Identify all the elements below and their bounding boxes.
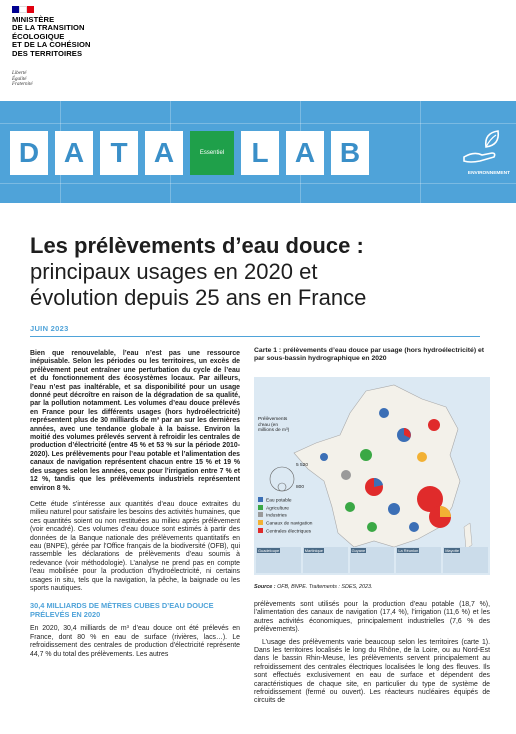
france-map [254, 377, 490, 575]
environment-label: ENVIRONNEMENT [467, 171, 510, 176]
flag-red [27, 6, 34, 13]
publication-date: JUIN 2023 [30, 324, 69, 333]
essentiel-tile: Essentiel [190, 131, 234, 175]
legend-swatch [258, 528, 263, 533]
right-column [254, 601, 490, 710]
intro-paragraph: Bien que renouvelable, l’eau n’est pas une ressource inépuisable. Selon les périodes ou les territoires, un excès de prélèvement peut entraîner une perturbation du cycle de l’eau et du fonctionnement des écosystèmes locaux. Par ailleurs, l’eau n’est pas inaltérable, et sa disponibilité pour un usage donné peut décroître en raison de la dégradation de sa qualité, par la pollution notamment. Les volumes d’eau douce prélevés en France pour les différents usages (hors hydroélectricité) représentent plus de 30 milliards de m³ par an sur les dernières années, avec une tendance globale à la baisse. Environ la moitié des volumes prélevés servent à refroidir les centrales de production d’électricité (entre 45 % et 53 % sur la période 2010-2020). Les prélèvements pour l’eau potable et l’alimentation des canaux de navigation représentent chacun entre 15 % et 19 % des usages selon les années, ceux pour l’irrigation entre 7 % et 12 %, tandis que les prélèvements industriels représentent environ 8 %. [30, 350, 240, 492]
overseas-inset: Martinique [303, 547, 348, 573]
legend-swatch [258, 497, 263, 502]
datalab-banner [0, 101, 516, 203]
left-column [30, 350, 240, 667]
republic-flag [12, 6, 34, 13]
section-paragraph: En 2020, 30,4 milliards de m³ d’eau douce ont été prélevés en France, dont 80 % en eau de surface (rivières, lacs…). Le refroidissement des centrales de production d’électricité représente 44,7 % du total des prélèvements. Les autres [30, 625, 240, 658]
section-heading: 30,4 MILLIARDS DE MÈTRES CUBES D’EAU DOUCE PRÉLEVÉS EN 2020 [30, 601, 214, 620]
overseas-inset: Guyane [350, 547, 395, 573]
overseas-inset: Guadeloupe [256, 547, 301, 573]
legend-item: Agriculture [258, 505, 312, 513]
page-title [30, 233, 366, 311]
legend-item: Eau potable [258, 497, 312, 505]
letter-tile: T [100, 131, 138, 175]
right-paragraph-2: L’usage des prélèvements varie beaucoup selon les territoires (carte 1). Dans les territoires localisés le long du Rhône, de la Loire, ou au Nord-Est dans le bassin Rhin-Meuse, les prélèvements servent principalement au refroidissement des centrales électriques localisées le long des fleuves. Ils sont effectués exclusivement en eau de surface et dépendent des caractéristiques de chaque site, en particulier du type de système de refroidissement (fermé ou ouvert). Les réacteurs nucléaires équipés de circuits de [254, 638, 490, 705]
legend-item: Industries [258, 512, 312, 520]
date-divider [30, 336, 480, 337]
ministry-name: MINISTÈRE DE LA TRANSITION ÉCOLOGIQUE ET DE LA COHÉSION DES TERRITOIRES [12, 15, 91, 58]
scale-value-large: 5 520 [296, 463, 309, 468]
letter-tile: A [145, 131, 183, 175]
title-line-2: principaux usages en 2020 et [30, 259, 318, 284]
map-source: Source : OFB, BNPE. Traitements : SDES, 2023. [254, 584, 373, 590]
letter-tile: A [286, 131, 324, 175]
france-map-drawing [254, 377, 490, 575]
map-legend-items [258, 497, 312, 536]
legend-item: Canaux de navigation [258, 520, 312, 528]
letter-tile: B [331, 131, 369, 175]
republic-motto: Liberté Égalité Fraternité [12, 71, 33, 88]
letter-tile: A [55, 131, 93, 175]
datalab-wordmark [10, 131, 369, 175]
letter-tile: D [10, 131, 48, 175]
flag-blue [12, 6, 19, 13]
environment-hand-leaf-icon [460, 127, 504, 167]
title-bold: Les prélèvements d’eau douce : [30, 233, 364, 258]
map-figure [254, 347, 490, 597]
flag-white [19, 6, 28, 13]
legend-item: Centrales électriques [258, 528, 312, 536]
legend-swatch [258, 505, 263, 510]
overseas-inset: Mayotte [443, 547, 488, 573]
legend-swatch [258, 512, 263, 517]
legend-swatch [258, 520, 263, 525]
title-line-3: évolution depuis 25 ans en France [30, 285, 367, 310]
right-paragraph-1: prélèvements sont utilisés pour la production d’eau potable (18,7 %), l’alimentation des canaux de navigation (17,4 %), l’irrigation (11,6 %) et les autres activités économiques, principalement industrielles (7,6 % des prélèvements). [254, 601, 490, 634]
map-title: Carte 1 : prélèvements d’eau douce par usage (hors hydroélectricité) et par sous-bassin hydrographique en 2020 [254, 347, 485, 363]
scale-value-small: 800 [296, 485, 305, 490]
letter-tile: L [241, 131, 279, 175]
overseas-inset: La Réunion [396, 547, 441, 573]
overseas-territories [256, 547, 488, 573]
body-paragraph: Cette étude s’intéresse aux quantités d’eau douce extraites du milieu naturel pour satisfaire les besoins des activités humaines, que ces quantités soient ou non restituées au milieu après prélèvement (voir encadré). Ces volumes d’eau douce sont estimés à partir des données de la Banque nationale des prélèvements quantitatifs en eau (BNPE), gérée par l’Office français de la biodiversité (OFB), qui rassemble les déclarations de prélèvements d’eau soumis à redevance (voir méthodologie). L’analyse ne prend pas en compte l’eau mobilisée pour la production d’hydroélectricité, ni certains usages in situ, tels que la navigation, la pêche, la baignade ou les sports nautiques. [30, 500, 240, 592]
map-legend-title: Prélèvements d’eau (en millions de m³) [258, 417, 290, 434]
